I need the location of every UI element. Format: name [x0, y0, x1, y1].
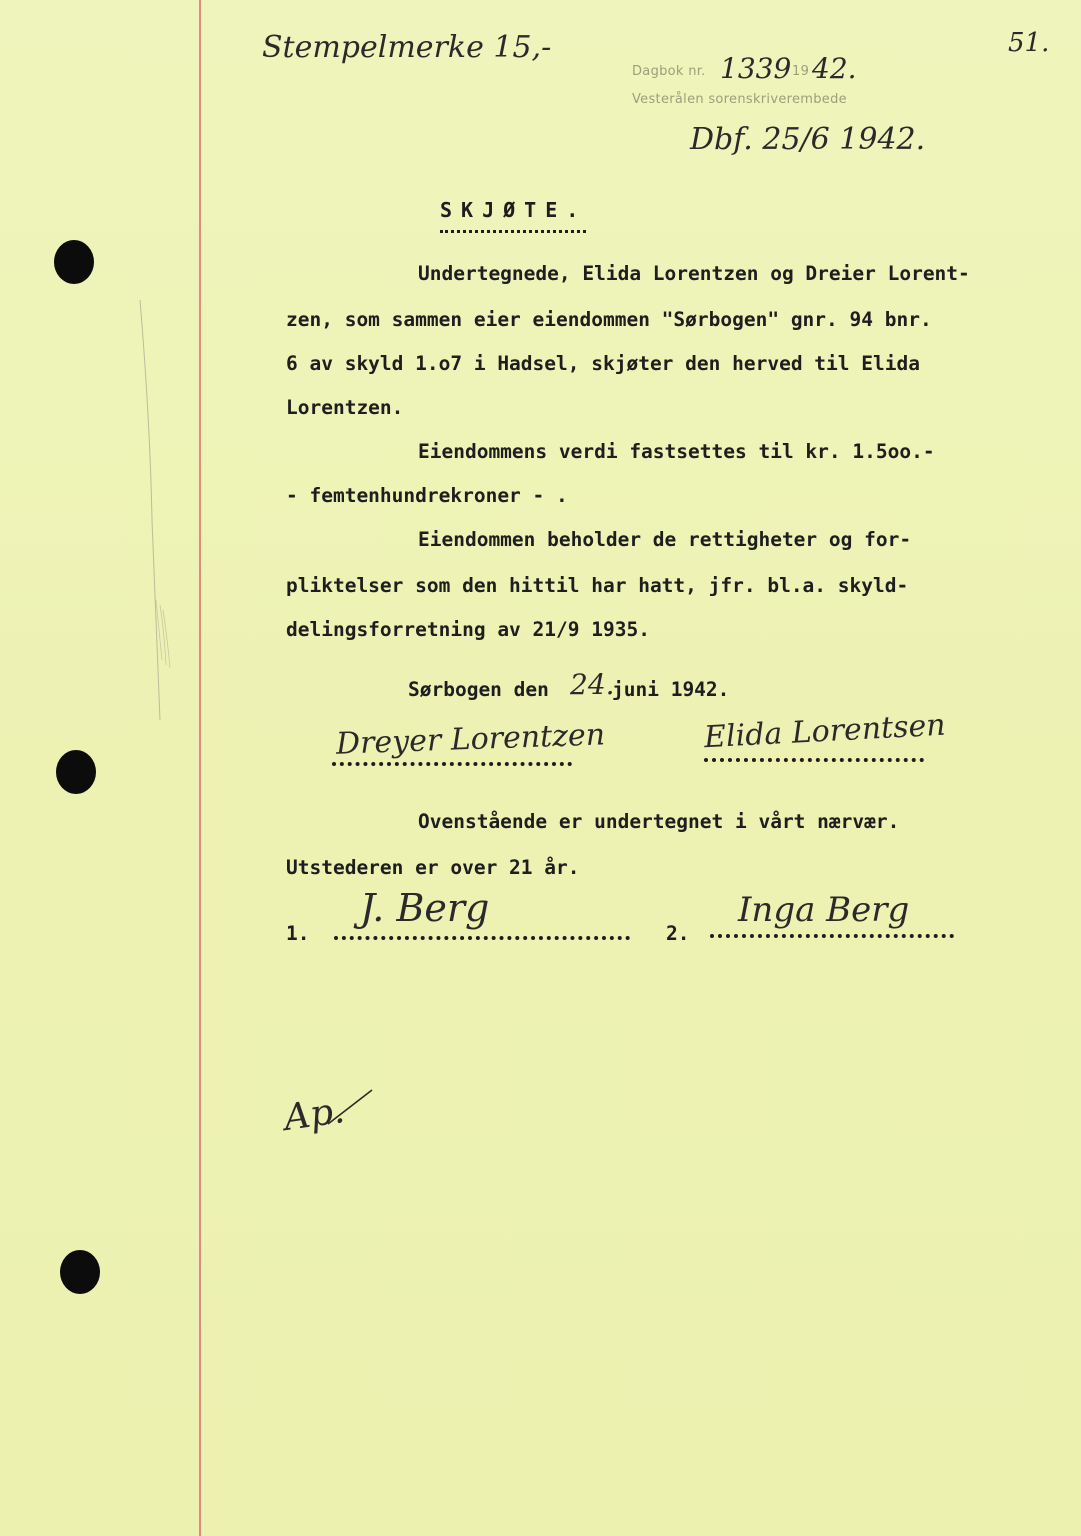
witness-signature-1: J. Berg — [360, 886, 490, 930]
registry-stamp-year-print: 19 — [792, 64, 810, 79]
deed-line-6: - femtenhundrekroner - . — [286, 484, 568, 507]
deed-line-9: delingsforretning av 21/9 1935. — [286, 618, 650, 641]
clerk-initials: Ap. — [281, 1089, 348, 1140]
witness-signature-2: Inga Berg — [738, 890, 910, 930]
seller-signature-2: Elida Lorentsen — [703, 707, 947, 756]
deed-line-1: Undertegnede, Elida Lorentzen og Dreier Lorent- — [418, 262, 970, 285]
deed-line-3: 6 av skyld 1.o7 i Hadsel, skjøter den herved til Elida — [286, 352, 920, 375]
date-day: 24. — [570, 668, 615, 701]
witness-number-1: 1. — [286, 922, 310, 945]
place-date-prefix: Sørbogen den — [408, 678, 549, 701]
registration-date: Dbf. 25/6 1942. — [690, 122, 926, 157]
page-number: 51. — [1008, 28, 1050, 58]
age-statement: Utstederen er over 21 år. — [286, 856, 580, 879]
deed-line-8: pliktelser som den hittil har hatt, jfr. bl.a. skyld- — [286, 574, 909, 597]
witness-statement: Ovenstående er undertegnet i vårt nærvær. — [418, 810, 900, 833]
seller-signature-1: Dreyer Lorentzen — [335, 717, 606, 762]
registry-stamp-line1-label: Dagbok nr. — [632, 64, 706, 79]
place-date-suffix: juni 1942. — [612, 678, 730, 701]
deed-line-7: Eiendommen beholder de rettigheter og for- — [418, 528, 912, 551]
registry-stamp-office: Vesterålen sorenskriverembede — [632, 92, 847, 107]
deed-line-2: zen, som sammen eier eiendommen "Sørbogen" gnr. 94 bnr. — [286, 308, 932, 331]
deed-line-4: Lorentzen. — [286, 396, 404, 419]
registry-number: 1339 — [720, 52, 792, 85]
witness-number-2: 2. — [666, 922, 690, 945]
stamp-duty-note: Stempelmerke 15,- — [262, 30, 552, 65]
deed-line-5: Eiendommens verdi fastsettes til kr. 1.5oo.- — [418, 440, 935, 463]
deed-title: SKJØTE. — [440, 198, 588, 222]
registry-year: 42. — [812, 52, 857, 85]
